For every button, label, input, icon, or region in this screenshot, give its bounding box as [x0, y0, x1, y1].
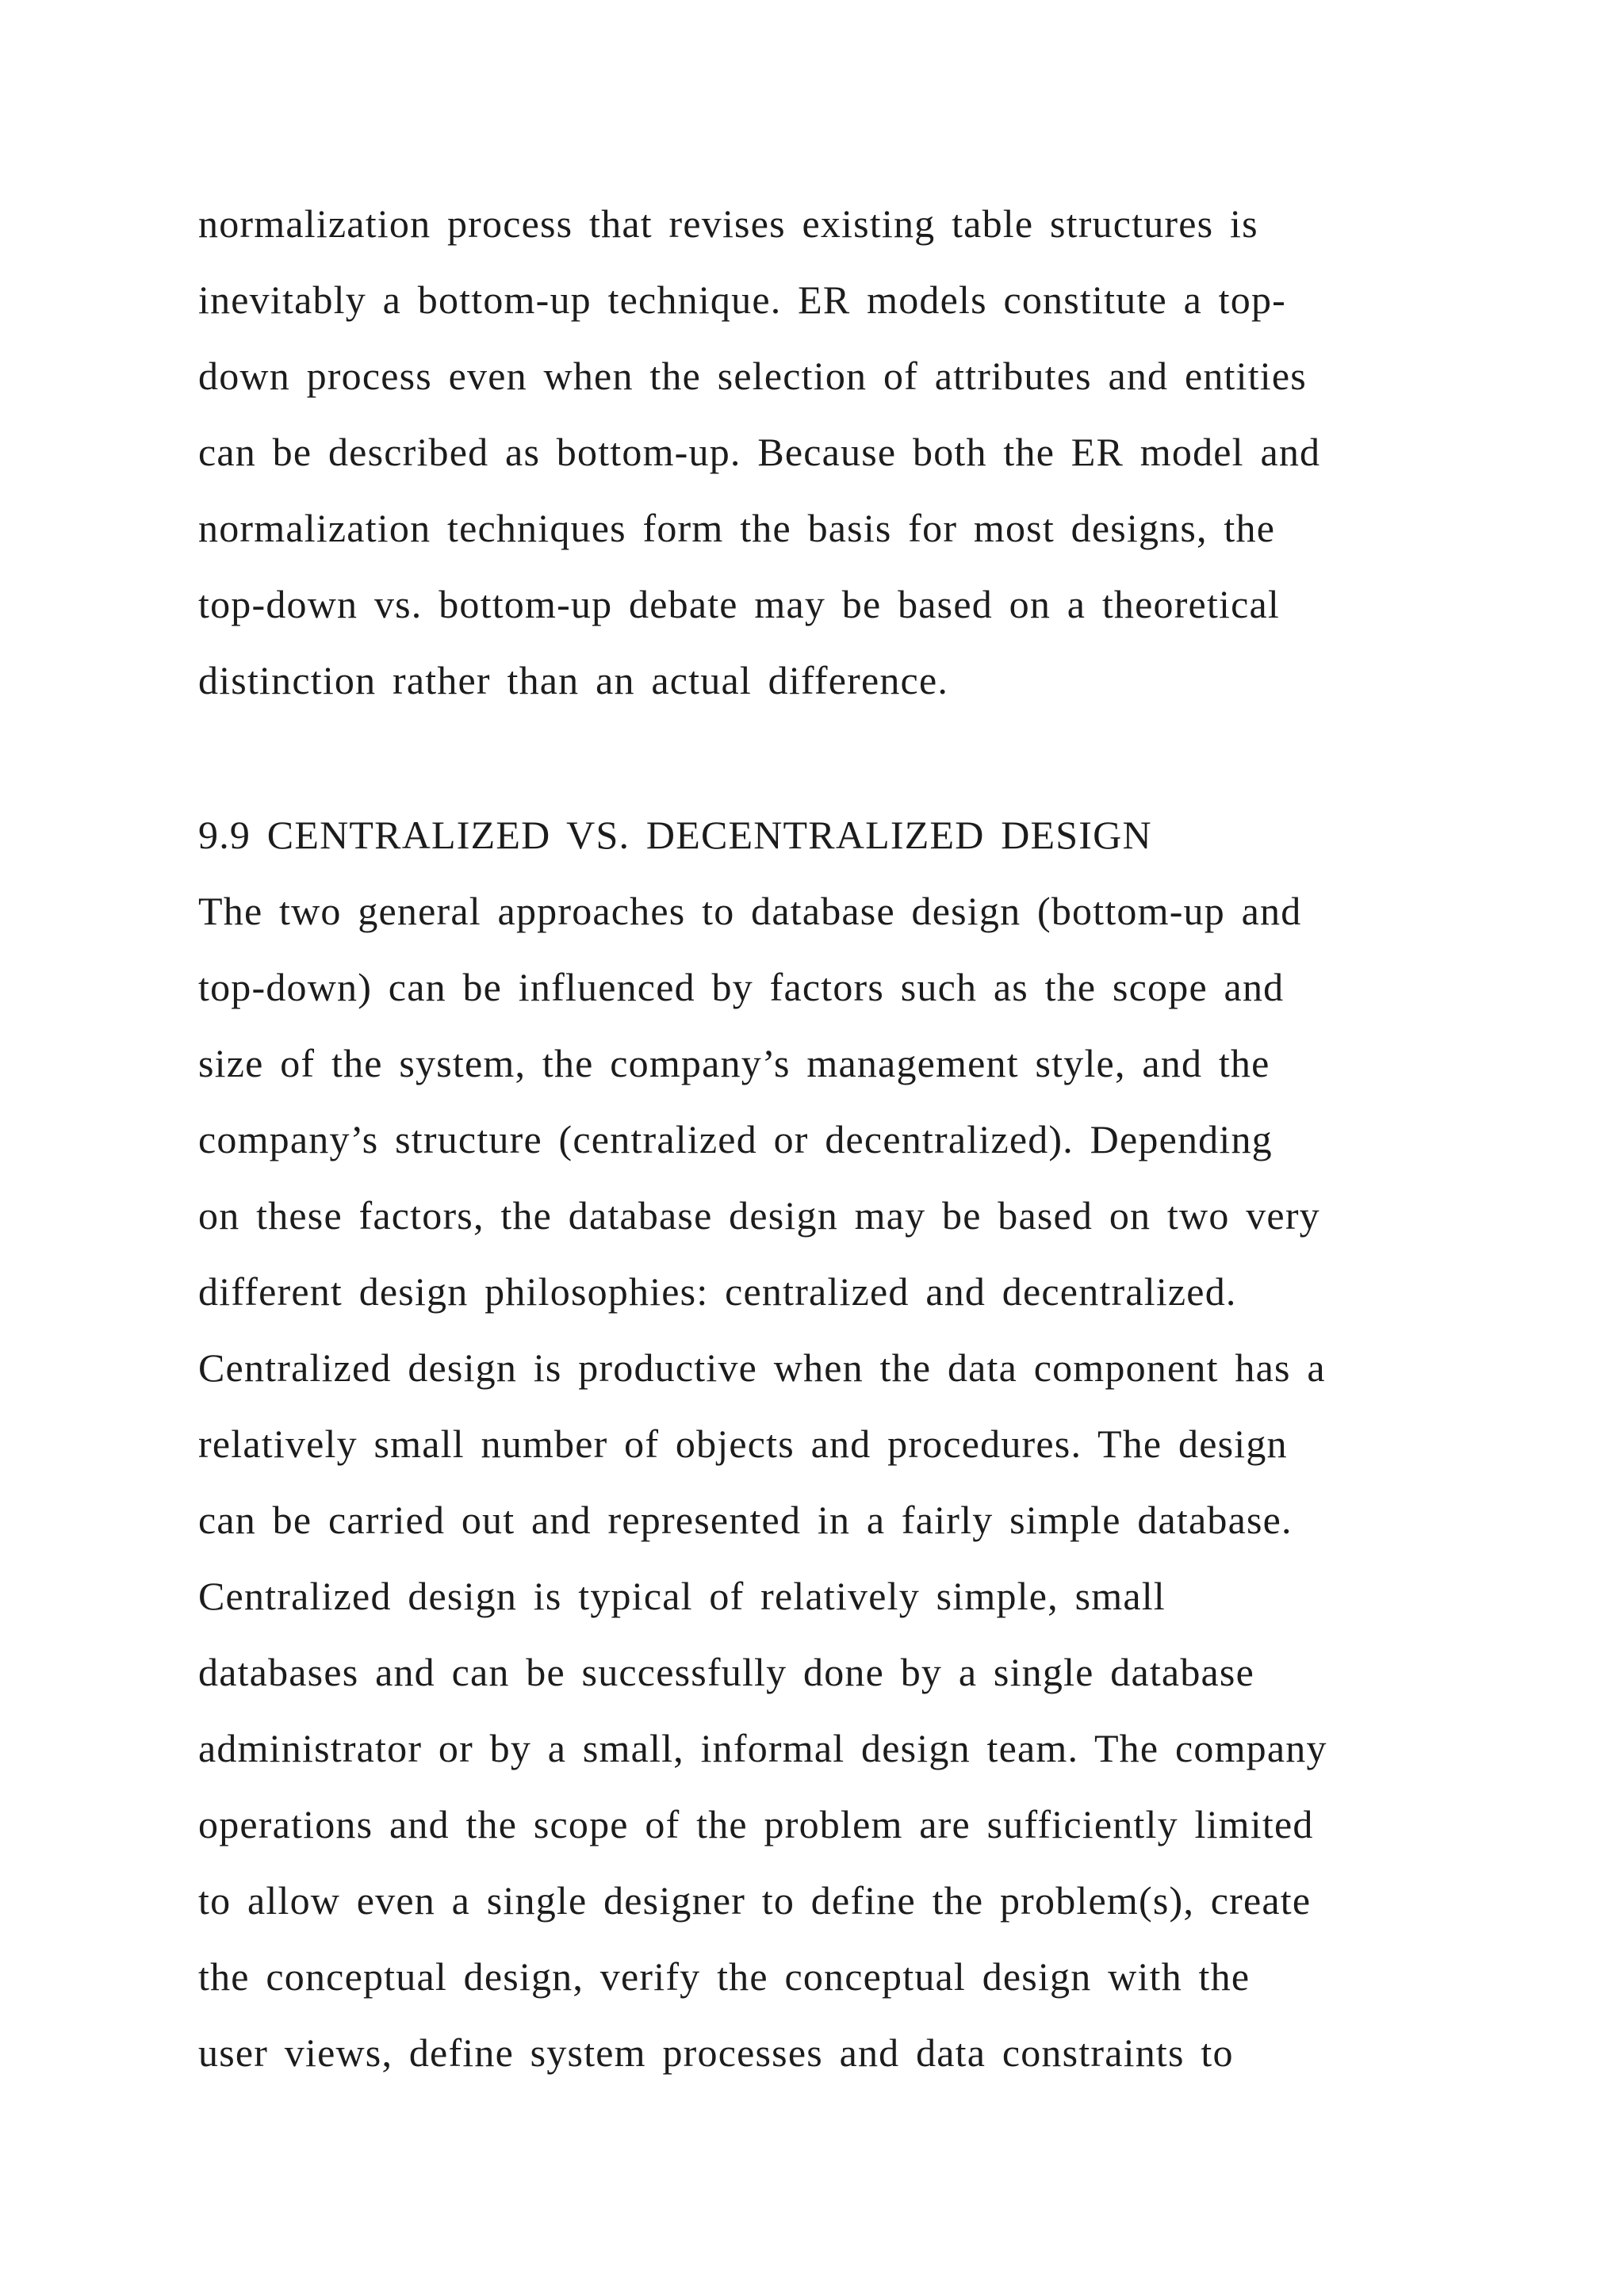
- text-line: operations and the scope of the problem are sufficiently limited: [198, 1802, 1314, 1846]
- text-line: different design philosophies: centralized and decentralized.: [198, 1269, 1237, 1314]
- text-line: distinction rather than an actual difference.: [198, 658, 949, 702]
- paragraph-normalization: [198, 186, 1546, 718]
- text-line: the conceptual design, verify the conceptual design with the: [198, 1954, 1251, 1999]
- text-line: can be carried out and represented in a fairly simple database.: [198, 1498, 1293, 1542]
- text-line: down process even when the selection of attributes and entities: [198, 354, 1307, 398]
- text-line: databases and can be successfully done by a single database: [198, 1650, 1254, 1694]
- text-line: Centralized design is typical of relatively simple, small: [198, 1574, 1166, 1618]
- text-line: top-down vs. bottom-up debate may be based on a theoretical: [198, 582, 1280, 626]
- text-line: normalization techniques form the basis for most designs, the: [198, 506, 1276, 550]
- paragraph-centralized-design: [198, 873, 1546, 2091]
- text-line: inevitably a bottom-up technique. ER models constitute a top-: [198, 277, 1286, 322]
- text-line: normalization process that revises existing table structures is: [198, 201, 1258, 246]
- text-line: company’s structure (centralized or decentralized). Depending: [198, 1117, 1273, 1161]
- text-line: on these factors, the database design may be based on two very: [198, 1193, 1320, 1238]
- section-heading-text: 9.9 CENTRALIZED VS. DECENTRALIZED DESIGN: [198, 813, 1152, 857]
- text-line: Centralized design is productive when the data component has a: [198, 1345, 1326, 1390]
- text-line: user views, define system processes and data constraints to: [198, 2030, 1234, 2075]
- text-line: top-down) can be influenced by factors such as the scope and: [198, 965, 1285, 1009]
- text-line: relatively small number of objects and procedures. The design: [198, 1422, 1288, 1466]
- text-line: The two general approaches to database design (bottom-up and: [198, 889, 1302, 933]
- text-line: administrator or by a small, informal design team. The company: [198, 1726, 1327, 1770]
- section-heading: [198, 797, 1546, 873]
- text-line: can be described as bottom-up. Because both the ER model and: [198, 430, 1321, 474]
- text-line: to allow even a single designer to define the problem(s), create: [198, 1878, 1312, 1923]
- text-line: size of the system, the company’s management style, and the: [198, 1041, 1270, 1085]
